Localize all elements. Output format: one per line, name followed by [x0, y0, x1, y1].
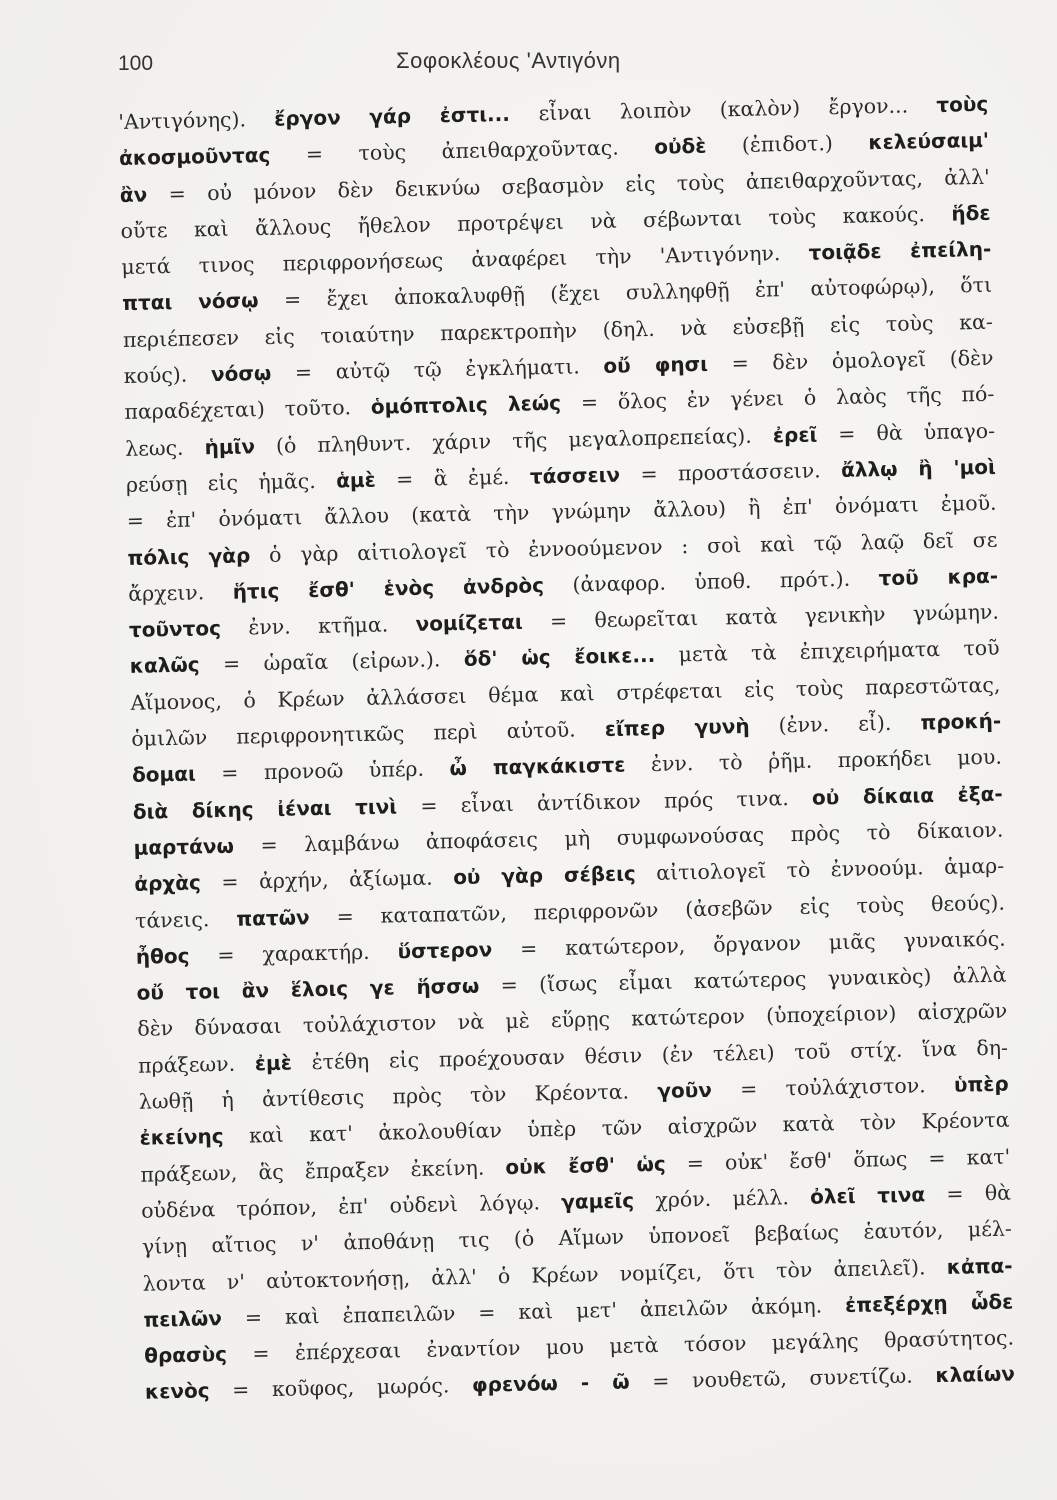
lemma-term: οὐδὲ [653, 133, 707, 160]
gloss-text: = ἔχει ἀποκαλυφθῇ (ἔχει συλληφθῇ ἐπ' αὐτοφώρῳ), ὅτι [258, 273, 993, 313]
gloss-text: = ἐπέρχεσαι ἐναντίον μου μετὰ τόσον μεγάλης θρασύτητος. [226, 1325, 1015, 1367]
gloss-text: = προνοῶ ὑπέρ. [195, 756, 450, 786]
lemma-term: ἐκείνης [139, 1124, 224, 1151]
gloss-text: λεως. [124, 434, 205, 461]
gloss-text: χρόν. μέλλ. [633, 1184, 811, 1213]
lemma-term: ἄλλῳ ἢ 'μοὶ [840, 454, 997, 482]
lemma-term: οὔ τοι ἂν ἕλοις γε ἥσσω [136, 973, 480, 1005]
gloss-text: λοντα ν' αὐτοκτονήσῃ, ἀλλ' ὁ Κρέων νομίζει, ὅτι τὸν ἀπειλεῖ). [142, 1254, 947, 1296]
lemma-term: κενὸς [144, 1378, 210, 1405]
lemma-term: ἥδε [951, 200, 991, 226]
gloss-text: = καὶ ἐπαπειλῶν = καὶ μετ' ἀπειλῶν ἀκόμη. [221, 1292, 846, 1330]
lemma-term: εἴπερ γυνὴ [604, 713, 750, 741]
gloss-text: = δὲν ὁμολογεῖ (δὲν [707, 345, 994, 376]
lemma-term: οὔ φησι [603, 351, 709, 378]
gloss-text: = ὅλος ἐν γένει ὁ λαὸς τῆς πό- [560, 382, 995, 416]
commentary-text [118, 86, 1015, 1411]
gloss-text: περιέπεσεν εἰς τοιαύτην παρεκτροπὴν (δηλ. νὰ εὐσεβῇ εἰς τοὺς κα- [122, 309, 993, 352]
lemma-term: ἡμῖν [204, 433, 256, 459]
lemma-term: πόλις γὰρ [127, 542, 251, 570]
gloss-text: (ἐπιδοτ.) [706, 130, 869, 158]
lemma-term: ὕστερον [397, 937, 493, 964]
gloss-text: πράξεων, ἃς ἔπραξεν ἐκείνη. [140, 1154, 506, 1187]
gloss-text: (ἐνν. εἶ). [749, 710, 921, 738]
gloss-text: παραδέχεται) τοῦτο. [124, 395, 372, 425]
lemma-term: πειλῶν [143, 1305, 223, 1332]
lemma-term: καλῶς [129, 652, 200, 679]
lemma-term: νομίζεται [415, 609, 523, 637]
lemma-term: τοῦντος [128, 616, 222, 643]
lemma-term: νόσῳ [210, 360, 272, 387]
gloss-text: = ὡραῖα (εἰρων.). [199, 647, 465, 677]
lemma-term: πται νόσῳ [121, 288, 259, 316]
gloss-text: κούς). [123, 362, 212, 389]
gloss-text: = καταπατῶν, περιφρονῶν (ἀσεβῶν εἰς τοὺς θεούς). [309, 890, 1006, 929]
gloss-text: Αἵμονος, ὁ Κρέων ἀλλάσσει θέμα καὶ στρέφεται εἰς τοὺς παρεστῶτας, [130, 672, 1001, 715]
gloss-text: = λαμβάνω ἀποφάσεις μὴ συμφωνούσας πρὸς τὸ δίκαιον. [233, 817, 1004, 858]
lemma-term: ὅδ' ὡς ἔοικε... [463, 643, 656, 672]
gloss-text: = θὰ [924, 1180, 1012, 1207]
gloss-text: = προστάσσειν. [619, 457, 842, 487]
gloss-text: = κοῦφος, μωρός. [209, 1373, 473, 1403]
gloss-text: = τοὺς ἀπειθαρχοῦντας. [270, 135, 655, 168]
gloss-text: ἐτέθη εἰς προέχουσαν θέσιν (ἐν τέλει) τοῦ στίχ. ἵνα δη- [291, 1035, 1009, 1075]
gloss-text: εἶναι λοιπὸν (καλὸν) ἔργον... [538, 92, 937, 126]
lemma-term: οὐ γὰρ σέβεις [452, 861, 637, 890]
gloss-text: ἄρχειν. [128, 579, 233, 606]
gloss-text: ὁμιλῶν περιφρονητικῶς περὶ αὐτοῦ. [131, 716, 606, 751]
gloss-text: = τοὐλάχιστον. [711, 1072, 955, 1102]
lemma-term: ἦθος [135, 943, 190, 969]
lemma-term: θρασὺς [143, 1342, 228, 1368]
lemma-term: ὀλεῖ τινα [809, 1182, 926, 1209]
gloss-text: = εἶναι ἀντίδικον πρός τινα. [396, 785, 813, 818]
gloss-text: (ἀναφορ. ὑποθ. πρότ.). [543, 566, 879, 598]
lemma-term: κλαίων [935, 1361, 1016, 1388]
gloss-text: = χαρακτήρ. [189, 939, 398, 968]
lemma-term: ἐπεξέρχῃ ὧδε [844, 1289, 1014, 1317]
lemma-term: ἐμὲ [254, 1050, 293, 1076]
gloss-text: = θὰ ὑπαγο- [816, 418, 996, 447]
gloss-text: = κατώτερον, ὄργανον μιᾶς γυναικός. [491, 926, 1006, 962]
gloss-text: = ἀρχήν, ἀξίωμα. [200, 865, 454, 895]
lemma-term: τάσσειν [529, 462, 621, 489]
lemma-term: προκή- [920, 708, 1002, 735]
lemma-term: κελεύσαιμ' [868, 128, 990, 155]
gloss-text: = ἃ ἐμέ. [375, 464, 531, 492]
gloss-text: λωθῇ ἡ ἀντίθεσις πρὸς τὸν Κρέοντα. [138, 1078, 658, 1114]
gloss-text: μετά τινος περιφρονήσεως ἀναφέρει τὴν 'Αντιγόνην. [121, 240, 809, 280]
gloss-text: μετὰ τὰ ἐπιχειρήματα τοῦ [654, 636, 1000, 668]
gloss-text: οὔτε καὶ ἄλλους ἤθελον προτρέψει νὰ σέβωνται τοὺς κακούς. [120, 201, 952, 243]
lemma-term: γαμεῖς [561, 1188, 635, 1214]
gloss-text: καὶ κατ' ἀκολουθίαν ὑπὲρ τῶν αἰσχρῶν κατὰ τὸν Κρέοντα [223, 1107, 1010, 1149]
lemma-term: κἀπα- [946, 1253, 1013, 1279]
gloss-text: = θεωρεῖται κατὰ γενικὴν γνώμην. [522, 599, 1000, 634]
lemma-term: τοῦ κρα- [878, 563, 999, 591]
page-number: 100 [118, 52, 154, 75]
gloss-text: οὐδένα τρόπον, ἐπ' οὐδενὶ λόγῳ. [140, 1189, 562, 1223]
lemma-term: γοῦν [657, 1077, 713, 1103]
gloss-text: = ἐπ' ὀνόματι ἄλλου (κατὰ τὴν γνώμην ἄλλου) ἢ ἐπ' ὀνόματι ἐμοῦ. [126, 490, 997, 534]
gloss-text: αἰτιολογεῖ τὸ ἐννοούμ. ἁμαρ- [635, 853, 1005, 886]
gloss-text: = (ἴσως εἶμαι κατώτερος γυναικὸς) ἀλλὰ [478, 962, 1007, 998]
lemma-term: μαρτάνω [133, 833, 235, 860]
gloss-text: = οὐκ' ἔσθ' ὅπως = κατ' [665, 1144, 1011, 1176]
gloss-text: = αὐτῷ τῷ ἐγκλήματι. [271, 353, 604, 385]
gloss-text: γίνῃ αἴτιος ν' ἀποθάνῃ τις (ὁ Αἵμων ὑπονοεῖ βεβαίως ἑαυτόν, μέλ- [141, 1216, 1013, 1259]
lemma-term: οὐ δίκαια ἐξα- [811, 781, 1003, 810]
lemma-term: ἔργον γάρ ἐστι... [273, 101, 539, 131]
lemma-term: πατῶν [236, 904, 310, 931]
lemma-term: ἥτις ἔσθ' ἑνὸς ἀνδρὸς [232, 573, 545, 604]
lemma-term: ἂν [119, 182, 148, 207]
lemma-term: ἁμὲ [335, 467, 377, 493]
page-header [118, 42, 978, 82]
gloss-text: = οὐ μόνον δὲν δεικνύω σεβασμὸν εἰς τοὺς ἀπειθαρχοῦντας, ἀλλ' [147, 164, 990, 206]
lemma-term: δομαι [131, 761, 197, 788]
lemma-term: ἀκοσμοῦντας [118, 143, 271, 171]
lemma-term: τοὺς [936, 91, 989, 117]
gloss-text: ἐνν. κτῆμα. [220, 612, 416, 641]
lemma-term: ἀρχὰς [134, 870, 202, 897]
gloss-text: δὲν δύνασαι τοὐλάχιστον νὰ μὲ εὕρῃς κατώτερον (ὑποχείριον) αἰσχρῶν [137, 999, 1008, 1042]
gloss-text: πράξεων. [137, 1051, 256, 1078]
lemma-term: ἐρεῖ [772, 422, 818, 448]
gloss-text: 'Αντιγόνης). [118, 106, 275, 134]
lemma-term: ὑπὲρ [953, 1071, 1009, 1097]
running-title: Σοφοκλέους 'Αντιγόνη [396, 48, 621, 73]
lemma-term: ὦ παγκάκιστε [449, 752, 626, 781]
gloss-text: ὁ γὰρ αἰτιολογεῖ τὸ ἐννοούμενον : σοὶ καὶ τῷ λαῷ δεῖ σε [250, 527, 998, 567]
lemma-term: διὰ δίκης ἰέναι τινὶ [132, 793, 398, 824]
lemma-term: οὐκ ἔσθ' ὡς [505, 1151, 666, 1179]
gloss-text: ρεύσῃ εἰς ἡμᾶς. [125, 468, 337, 497]
gloss-text: (ὁ πληθυντ. χάριν τῆς μεγαλοπρεπείας). [254, 423, 774, 458]
gloss-text: ἐνν. τὸ ῥῆμ. προκήδει μου. [625, 744, 1003, 777]
lemma-term: φρενόω - ῶ [471, 1369, 630, 1398]
lemma-term: τοιᾷδε ἐπείλη- [808, 236, 992, 265]
gloss-text: τάνεις. [134, 906, 237, 933]
lemma-term: ὁμόπτολις λεώς [370, 391, 562, 420]
gloss-text: = νουθετῶ, συνετίζω. [629, 1363, 936, 1394]
